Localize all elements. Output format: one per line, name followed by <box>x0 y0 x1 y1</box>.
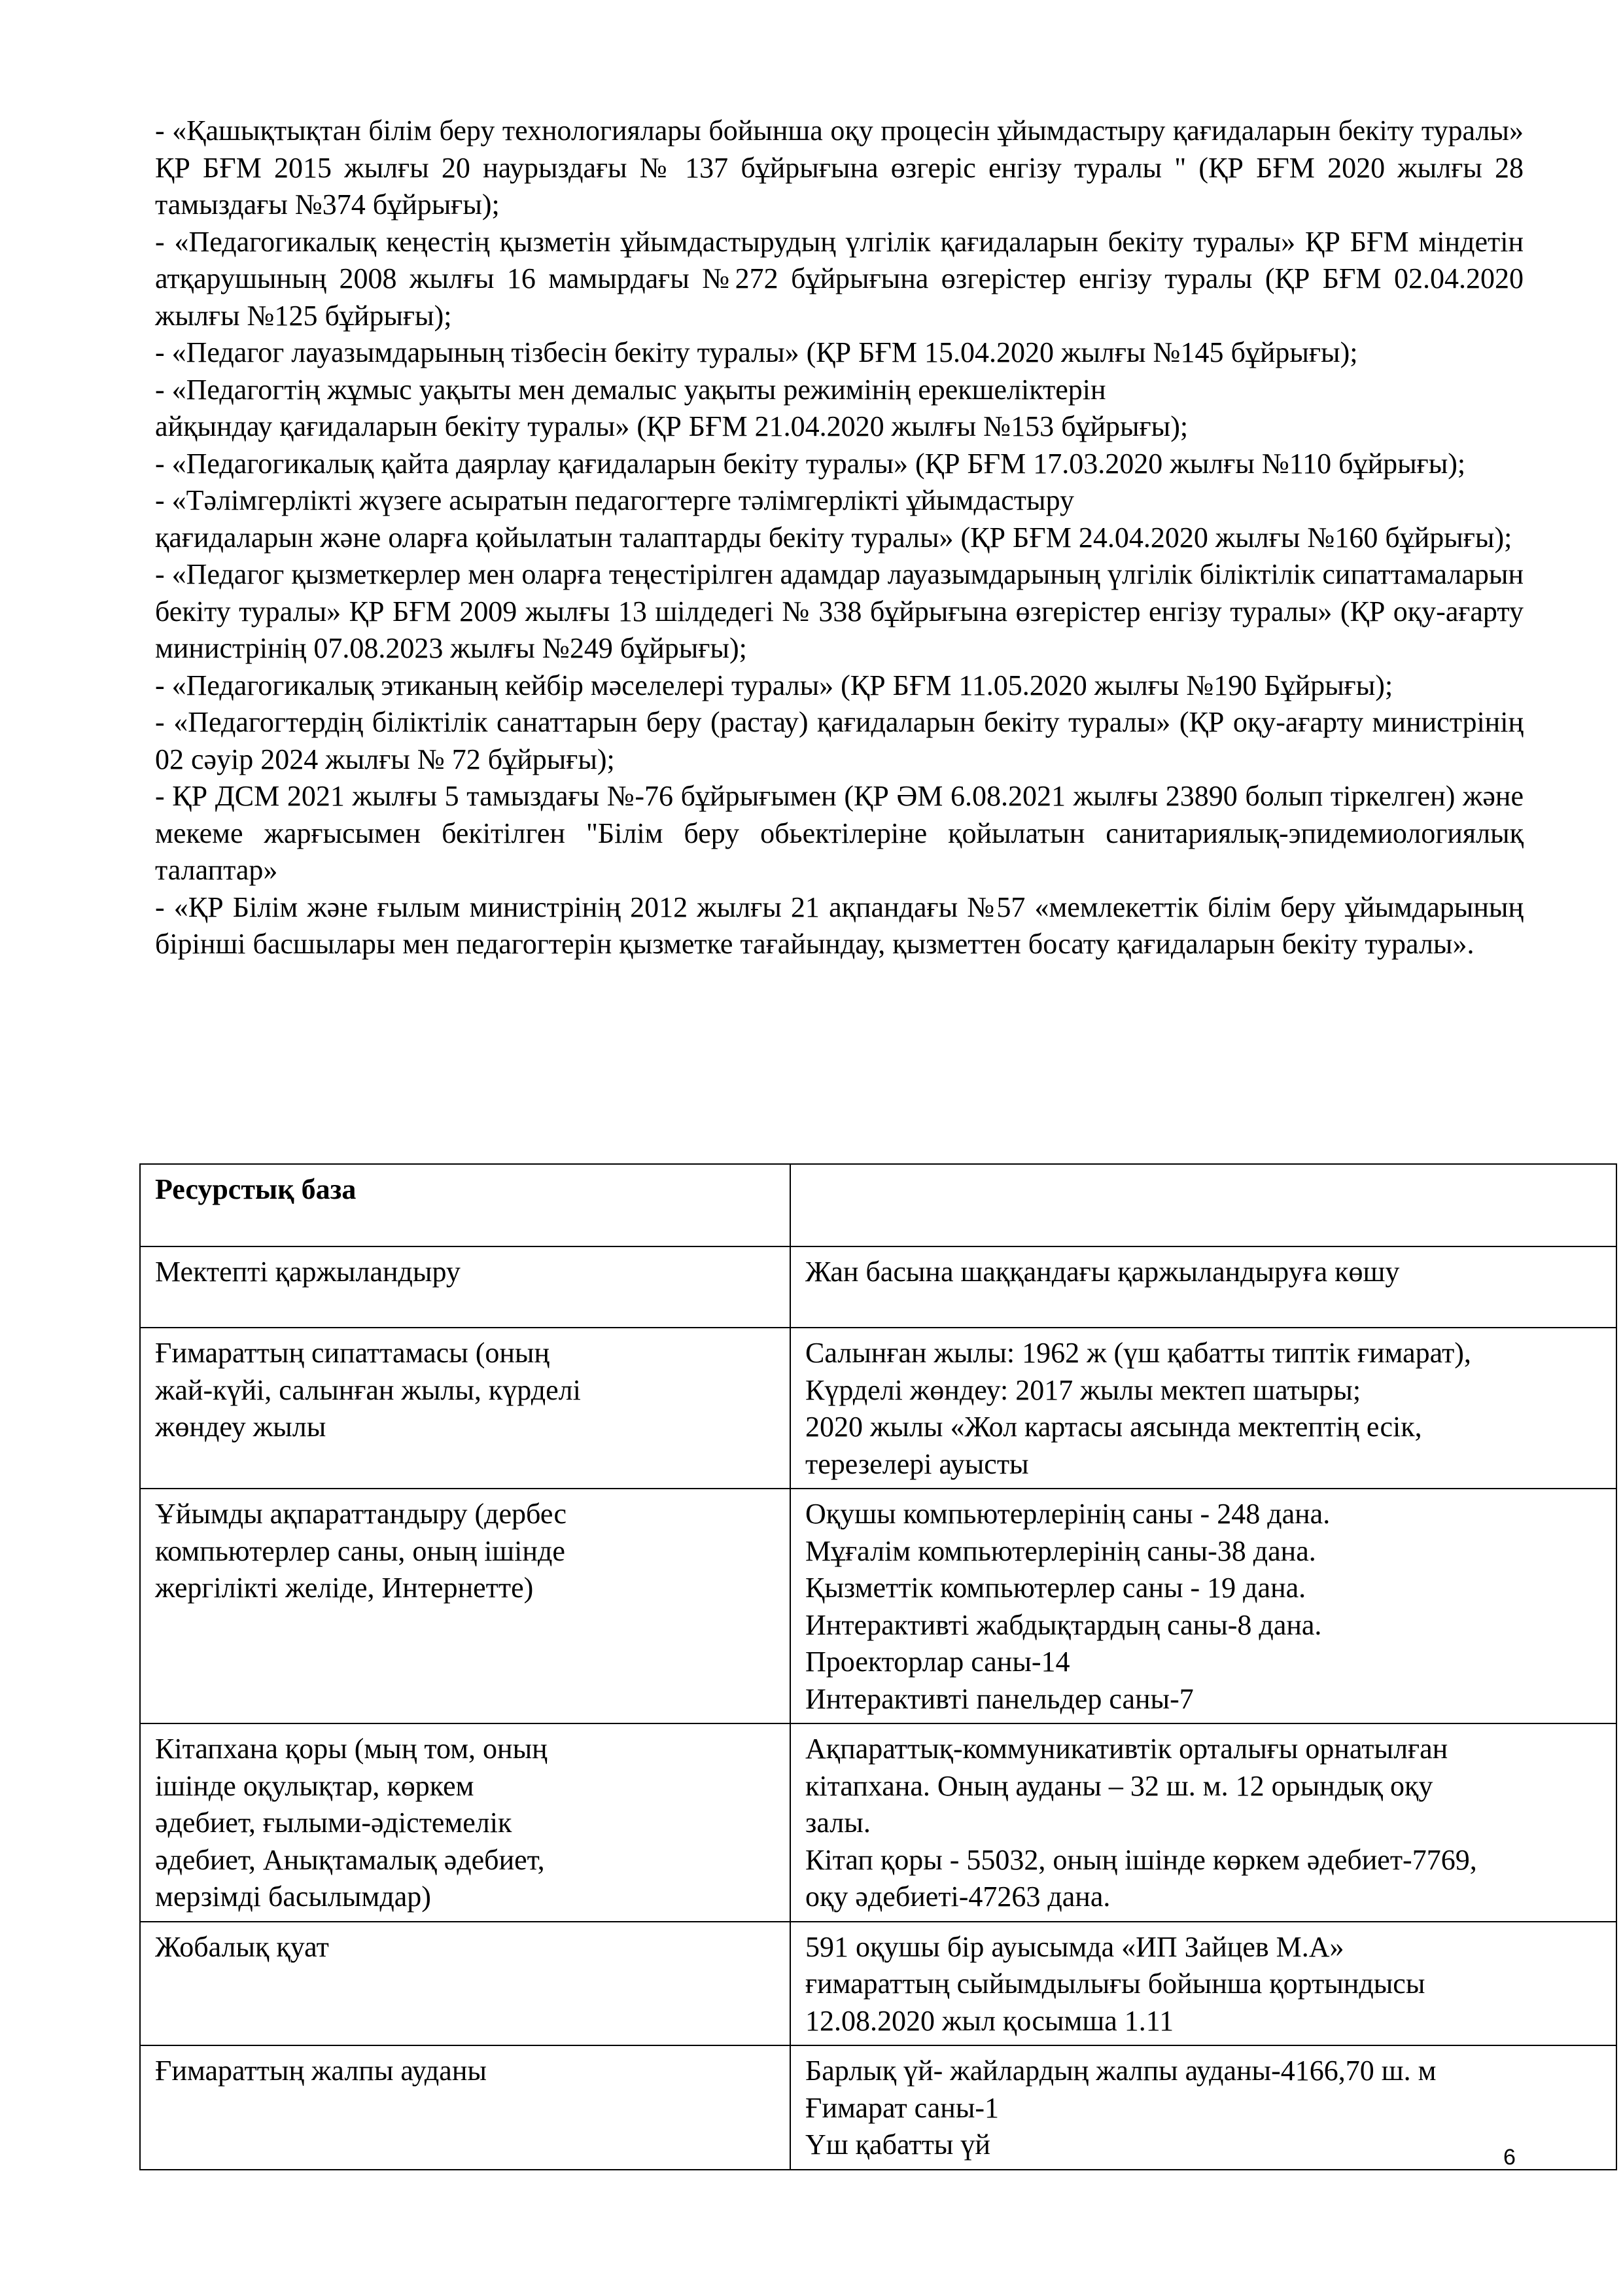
cell-line: Жобалық қуат <box>155 1930 329 1963</box>
table-row <box>140 1246 1616 1328</box>
paragraph-qualification-categories: - «Педагогтердің біліктілік санаттарын беру (растау) қағидаларын бекіту туралы» (ҚР оқу-ағарту министрінің 02 сәуір 2024 жылғы № 72 бұйрығы); <box>155 706 1524 775</box>
table-row <box>140 2045 1616 2170</box>
paragraph-qualification-characteristics: - «Педагог қызметкерлер мен оларға теңестірілген адамдар лауазымдарының үлгілік біліктілік сипаттамаларын бекіту туралы» ҚР БҒМ 2009 жылғы 13 шілдедегі № 338 бұйрығына өзгерістер енгізу туралы» (ҚР оқу-ағарту министрінің 07.08.2023 жылғы №249 бұйрығы); <box>155 558 1524 664</box>
cell-line: Барлық үй- жайлардың жалпы ауданы-4166,70 ш. м <box>805 2055 1437 2087</box>
table-cell-label <box>140 1922 790 2046</box>
cell-line: 591 оқушы бір ауысымда «ИП Зайцев М.А» <box>805 1930 1344 1963</box>
table-header-cell-empty <box>790 1164 1616 1246</box>
cell-line: ғимараттың сыйымдылығы бойынша қортындысы <box>805 1968 1425 2000</box>
table-cell-label <box>140 1328 790 1489</box>
table-row <box>140 1723 1616 1922</box>
cell-line: Ғимараттың жалпы ауданы <box>155 2055 487 2087</box>
paragraph-mentoring: - «Тәлімгерлікті жүзеге асыратын педагогтерге тәлімгерлікті ұйымдастыру <box>155 484 1074 516</box>
table-cell-label <box>140 1723 790 1922</box>
cell-line: Қызметтік компьютерлер саны - 19 дана. <box>805 1572 1306 1604</box>
document-body <box>155 113 1524 963</box>
paragraph-pedagogical-council: - «Педагогикалық кеңестің қызметін ұйымдастырудың үлгілік қағидаларын бекіту туралы» ҚР БҒМ міндетін атқарушының 2008 жылғы 16 мамырдағы №272 бұйрығына өзгерістер енгізу туралы (ҚР БҒМ 02.04.2020 жылғы №125 бұйрығы); <box>155 225 1524 332</box>
cell-line: Проекторлар саны-14 <box>805 1646 1070 1678</box>
table-cell-value <box>790 1723 1616 1922</box>
table-cell-value <box>790 1246 1616 1328</box>
paragraph-pedagogical-ethics: - «Педагогикалық этиканың кейбір мәселелері туралы» (ҚР БҒМ 11.05.2020 жылғы №190 Бұйрығы); <box>155 669 1393 701</box>
cell-line: жергілікті желіде, Интернетте) <box>155 1572 534 1604</box>
cell-line: Ақпараттық-коммуникативтік орталығы орнатылған <box>805 1733 1448 1765</box>
cell-line: Күрделі жөндеу: 2017 жылы мектеп шатыры; <box>805 1373 1361 1406</box>
table-cell-value <box>790 1328 1616 1489</box>
cell-line: әдебиет, Анықтамалық әдебиет, <box>155 1843 545 1876</box>
cell-line: Үш қабатты үй <box>805 2128 990 2161</box>
table-cell-label <box>140 1246 790 1328</box>
cell-line: Кітапхана қоры (мың том, оның <box>155 1733 548 1765</box>
paragraph-working-time-cont: айқындау қағидаларын бекіту туралы» (ҚР БҒМ 21.04.2020 жылғы №153 бұйрығы); <box>155 410 1189 442</box>
table-row <box>140 1328 1616 1489</box>
cell-line: оқу әдебиеті-47263 дана. <box>805 1881 1111 1913</box>
table-cell-value <box>790 2045 1616 2170</box>
cell-line: Мұғалім компьютерлерінің саны-38 дана. <box>805 1534 1316 1567</box>
cell-line: 12.08.2020 жыл қосымша 1.11 <box>805 2004 1174 2037</box>
cell-line: кітапхана. Оның ауданы – 32 ш. м. 12 орындық оқу <box>805 1769 1433 1802</box>
cell-line: Оқушы компьютерлерінің саны - 248 дана. <box>805 1498 1331 1530</box>
cell-line: ішінде оқулықтар, көркем <box>155 1769 474 1802</box>
paragraph-teacher-positions: - «Педагог лауазымдарының тізбесін бекіту туралы» (ҚР БҒМ 15.04.2020 жылғы №145 бұйрығы); <box>155 336 1358 368</box>
paragraph-retraining: - «Педагогикалық қайта даярлау қағидаларын бекіту туралы» (ҚР БҒМ 17.03.2020 жылғы №110 бұйрығы); <box>155 447 1466 480</box>
cell-line: Ғимарат саны-1 <box>805 2091 1000 2124</box>
cell-line: мерзімді басылымдар) <box>155 1881 431 1913</box>
cell-line: Интерактивті панельдер саны-7 <box>805 1682 1194 1715</box>
paragraph-sanitary-requirements: - ҚР ДСМ 2021 жылғы 5 тамыздағы №-76 бұйрығымен (ҚР ӘМ 6.08.2021 жылғы 23890 болып тіркелген) және мекеме жарғысымен бекітілген "Білім беру обьектілеріне қойылатын санитариялық-эпидемиологиялық талаптар» <box>155 780 1524 886</box>
cell-line: Мектепті қаржыландыру <box>155 1256 461 1288</box>
table-header-title: Ресурстық база <box>155 1173 357 1205</box>
table-header-row <box>140 1164 1616 1246</box>
cell-line: жай-күйі, салынған жылы, күрделі <box>155 1373 581 1406</box>
cell-line: Жан басына шаққандағы қаржыландыруға көшу <box>805 1256 1400 1288</box>
cell-line: Кітап қоры - 55032, оның ішінде көркем әдебиет-7769, <box>805 1843 1477 1876</box>
paragraph-distance-learning: - «Қашықтықтан білім беру технологиялары бойынша оқу процесін ұйымдастыру қағидаларын бекіту туралы» ҚР БҒМ 2015 жылғы 20 наурыздағы № 137 бұйрығына өзгеріс енгізу туралы " (ҚР БҒМ 2020 жылғы 28 тамыздағы №374 бұйрығы); <box>155 115 1524 221</box>
table-cell-label <box>140 2045 790 2170</box>
cell-line: Ғимараттың сипаттамасы (оның <box>155 1337 550 1369</box>
resource-base-table <box>139 1163 1617 2170</box>
cell-line: 2020 жылы «Жол картасы аясында мектептің есік, <box>805 1411 1422 1443</box>
cell-line: Салынған жылы: 1962 ж (үш қабатты типтік ғимарат), <box>805 1337 1471 1369</box>
table-cell-value <box>790 1489 1616 1723</box>
table-cell-value <box>790 1922 1616 2046</box>
cell-line: әдебиет, ғылыми-әдістемелік <box>155 1807 512 1839</box>
table-row <box>140 1489 1616 1723</box>
cell-line: терезелері ауысты <box>805 1447 1029 1480</box>
paragraph-appointment-rules: - «ҚР Білім және ғылым министрінің 2012 жылғы 21 ақпандағы №57 «мемлекеттік білім беру ұйымдарының бірінші басшылары мен педагогтерін қызметке тағайындау, қызметтен босату қағидаларын бекіту туралы». <box>155 891 1524 960</box>
cell-line: компьютерлер саны, оның ішінде <box>155 1534 565 1567</box>
paragraph-mentoring-cont: қағидаларын және оларға қойылатын талаптарды бекіту туралы» (ҚР БҒМ 24.04.2020 жылғы №160 бұйрығы); <box>155 521 1512 554</box>
table-cell-label <box>140 1489 790 1723</box>
cell-line: жөндеу жылы <box>155 1411 326 1443</box>
cell-line: Интерактивті жабдықтардың саны-8 дана. <box>805 1608 1322 1641</box>
table-row <box>140 1922 1616 2046</box>
table-header-cell <box>140 1164 790 1246</box>
paragraph-working-time: - «Педагогтің жұмыс уақыты мен демалыс уақыты режимінің ерекшеліктерін <box>155 373 1106 406</box>
page-number: 6 <box>1503 2145 1516 2170</box>
cell-line: Ұйымды ақпараттандыру (дербес <box>155 1498 567 1530</box>
cell-line: залы. <box>805 1807 871 1839</box>
